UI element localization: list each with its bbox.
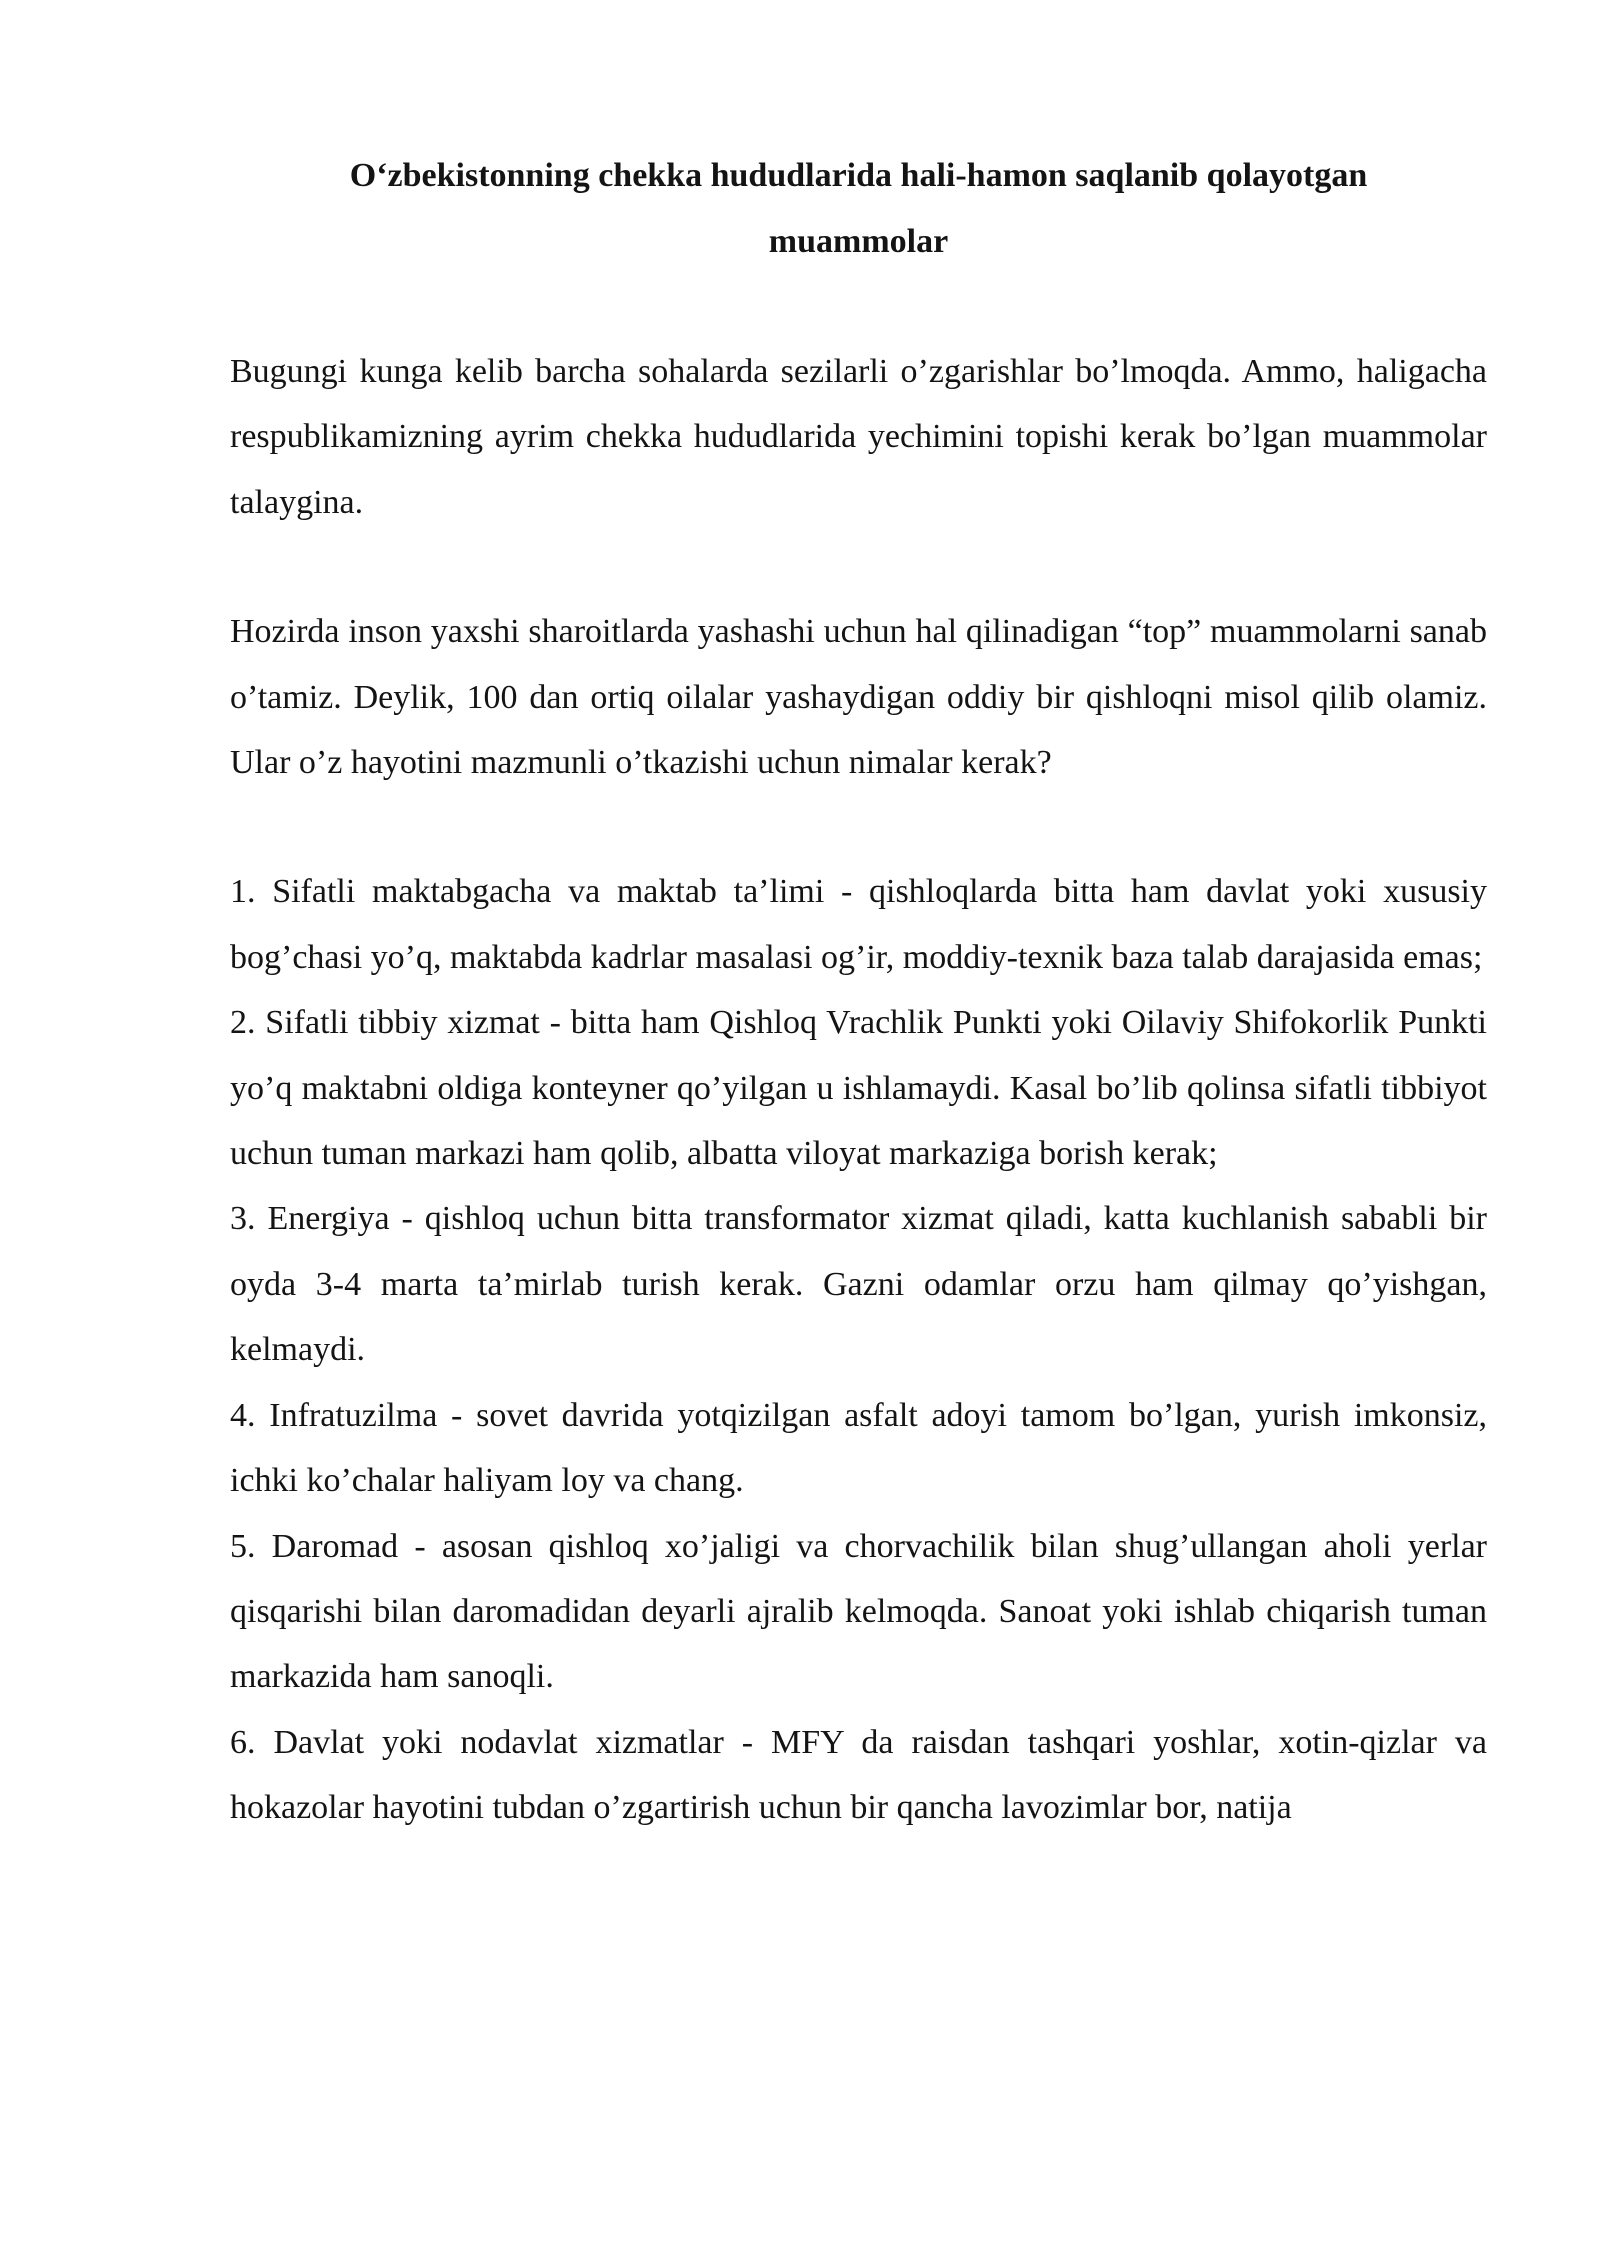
spacer [230, 535, 1487, 599]
intro-paragraph: Bugungi kunga kelib barcha sohalarda sezilarli o’zgarishlar bo’lmoqda. Ammo, haligacha respublikamizning ayrim chekka hududlarida yechimini topishi kerak bo’lgan muammolar talaygina. [230, 353, 1487, 521]
document-body [230, 143, 1487, 1841]
problem-list [230, 859, 1487, 1840]
spacer [230, 275, 1487, 339]
list-item: 5. Daromad - asosan qishloq xo’jaligi va chorvachilik bilan shug’ullangan aholi yerlar qisqarishi bilan daromadidan deyarli ajralib kelmoqda. Sanoat yoki ishlab chiqarish tuman markazida ham sanoqli. [230, 1527, 1487, 1696]
list-item: 1. Sifatli maktabgacha va maktab ta’limi - qishloqlarda bitta ham davlat yoki xususiy bog’chasi yo’q, maktabda kadrlar masalasi og’ir, moddiy-texnik baza talab darajasida emas; [230, 873, 1487, 976]
list-item: 6. Davlat yoki nodavlat xizmatlar - MFY da raisdan tashqari yoshlar, xotin-qizlar va hokazolar hayotini tubdan o’zgartirish uchun bir qancha lavozimlar bor, natija [230, 1723, 1487, 1827]
list-item: 2. Sifatli tibbiy xizmat - bitta ham Qishloq Vrachlik Punkti yoki Oilaviy Shifokorlik Punkti yo’q maktabni oldiga konteyner qo’yilgan u ishlamaydi. Kasal bo’lib qolinsa sifatli tibbiyot uchun tuman markazi ham qolib, albatta viloyat markaziga borish kerak; [230, 1004, 1487, 1173]
question-paragraph: Hozirda inson yaxshi sharoitlarda yashashi uchun hal qilinadigan “top” muammolarni sanab o’tamiz. Deylik, 100 dan ortiq oilalar yashaydigan oddiy bir qishloqni misol qilib olamiz. Ular o’z hayotini mazmunli o’tkazishi uchun nimalar kerak? [230, 613, 1487, 782]
document-title: O‘zbekistonning chekka hududlarida hali-hamon saqlanib qolayotgan muammolar [349, 157, 1368, 260]
spacer [230, 795, 1487, 859]
list-item: 3. Energiya - qishloq uchun bitta transformator xizmat qiladi, katta kuchlanish sababli bir oyda 3-4 marta ta’mirlab turish kerak. Gazni odamlar orzu ham qilmay qo’yishgan, kelmaydi. [230, 1200, 1487, 1369]
list-item: 4. Infratuzilma - sovet davrida yotqizilgan asfalt adoyi tamom bo’lgan, yurish imkonsiz, ichki ko’chalar haliyam loy va chang. [230, 1396, 1487, 1500]
